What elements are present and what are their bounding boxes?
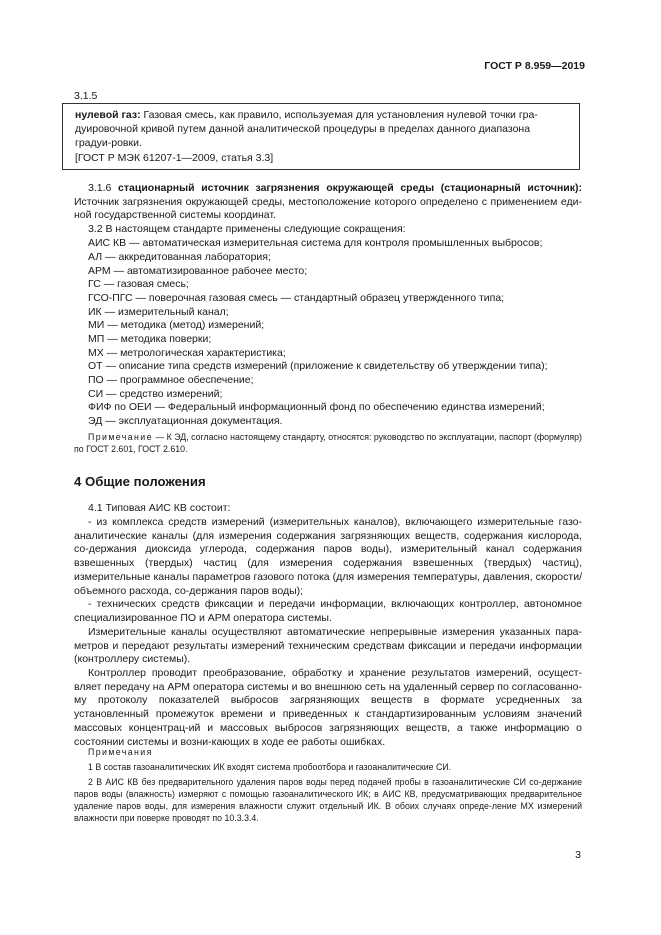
abbreviation-item: ПО — программное обеспечение; [88, 374, 254, 386]
abbreviation-item: АЛ — аккредитованная лаборатория; [88, 251, 271, 263]
composition-item-measurement: - из комплекса средств измерений (измерительных каналов), включающего измерительные газо-аналитические каналы (для измерения содержания загрязняющих веществ, содержания кислорода, со-держания диоксида углерода, содержания паров воды), измерительный канал содержания взвешенных (твердых) частиц (для измерения содержания взвешенных (твердых) частиц), измерительные каналы параметров газового потока (для измерения температуры, давления, скорости/объемного расхода, со-держания паров воды); [74, 516, 582, 597]
abbreviation-item: АРМ — автоматизированное рабочее место; [88, 265, 308, 277]
term-3-1-6-term: стационарный источник загрязнения окружающей среды (стационарный источник): [118, 182, 583, 194]
note-label: Примечание [88, 432, 153, 442]
note-1: 1 В состав газоаналитических ИК входят система пробоотбора и газоаналитические СИ. [88, 762, 452, 772]
term-3-1-5-definition-line1: Газовая смесь, как правило, используемая для установления нулевой точки гра- [140, 109, 538, 121]
term-number-3-1-5: 3.1.5 [74, 90, 98, 102]
abbreviation-item: ИК — измерительный канал; [88, 306, 229, 318]
term-3-1-6-number: 3.1.6 [88, 182, 112, 194]
abbreviation-item: МП — методика поверки; [88, 333, 212, 345]
term-definition-box [62, 103, 580, 170]
abbreviation-item: МХ — метрологическая характеристика; [88, 347, 286, 359]
section-4-heading: 4 Общие положения [74, 474, 206, 489]
note-2: 2 В АИС КВ без предварительного удаления паров воды перед подачей пробы в газоаналитические СИ со-держание паров воды (влажность) измеряют с помощью газоаналитического ИК; в АИС КВ, предусматривающих предварительное удаление паров воды, для измерения влажности служит отдельный ИК. В обоих случаях опреде-ление МХ измерений влажности при поверке проводят по 10.3.3.4. [74, 777, 582, 823]
term-3-1-5-source: [ГОСТ Р МЭК 61207-1—2009, статья 3.3] [75, 152, 274, 164]
clause-4-1: 4.1 Типовая АИС КВ состоит: [88, 502, 231, 514]
note-text: — К ЭД, согласно настоящему стандарту, относятся: руководство по эксплуатации, паспорт (формуляр) по ГОСТ 2.601, ГОСТ 2.610. [74, 432, 582, 454]
notes-label: Примечания [88, 747, 153, 757]
term-3-1-5-term: нулевой газ: [75, 109, 141, 121]
abbreviation-item: ФИФ по ОЕИ — Федеральный информационный фонд по обеспечению единства измерений; [88, 401, 545, 413]
abbreviation-item: ГС — газовая смесь; [88, 278, 189, 290]
abbreviation-item: АИС КВ — автоматическая измерительная система для контроля промышленных выбросов; [88, 237, 543, 249]
document-code-header: ГОСТ Р 8.959—2019 [484, 60, 585, 72]
page-number: 3 [575, 849, 581, 861]
term-3-1-6 [74, 182, 582, 223]
abbreviation-item: ОТ — описание типа средств измерений (приложение к свидетельству об утверждении типа); [88, 360, 548, 372]
term-3-1-5-definition [75, 109, 569, 123]
abbreviation-item: ЭД — эксплуатационная документация. [88, 415, 283, 427]
term-3-1-5-definition-rest: дуировочной кривой путем данной аналитической процедуры в пределах данного диапазона градуи-ровки. [75, 123, 531, 149]
abbreviation-item: МИ — методика (метод) измерений; [88, 319, 265, 331]
abbreviation-item: ГСО-ПГС — поверочная газовая смесь — стандартный образец утвержденного типа; [88, 292, 505, 304]
controller-paragraph: Контроллер проводит преобразование, обработку и хранение результатов измерений, осущест-вляет передачу на АРМ оператора системы и во внешнюю сеть на удаленный сервер по согласованно-му протоколу показателей выбросов загрязняющих веществ в формате усредненных за установленный промежуток времени и приведенных к стандартизированным условиям значений массовых концентрац-ий и массовых выбросов загрязняющих веществ, а также информацию о состоянии системы и возни-кающих в ходе ее работы ошибках. [74, 667, 582, 748]
term-3-1-6-definition: Источник загрязнения окружающей среды, местоположение которого определено с применением еди-ной государственной системы координат. [74, 195, 582, 222]
abbreviations-note [74, 431, 582, 455]
measurement-channels-paragraph: Измерительные каналы осуществляют автоматические непрерывные измерения указанных пара-метров и передают результаты измерений техническим средствам фиксации и передачи информации (контроллеру системы). [74, 626, 582, 666]
abbreviations-intro: 3.2 В настоящем стандарте применены следующие сокращения: [88, 223, 406, 235]
abbreviation-item: СИ — средство измерений; [88, 388, 223, 400]
composition-item-transmission: - технических средств фиксации и передачи информации, включающих контроллер, автономное специализированное ПО и АРМ оператора системы. [74, 598, 582, 624]
